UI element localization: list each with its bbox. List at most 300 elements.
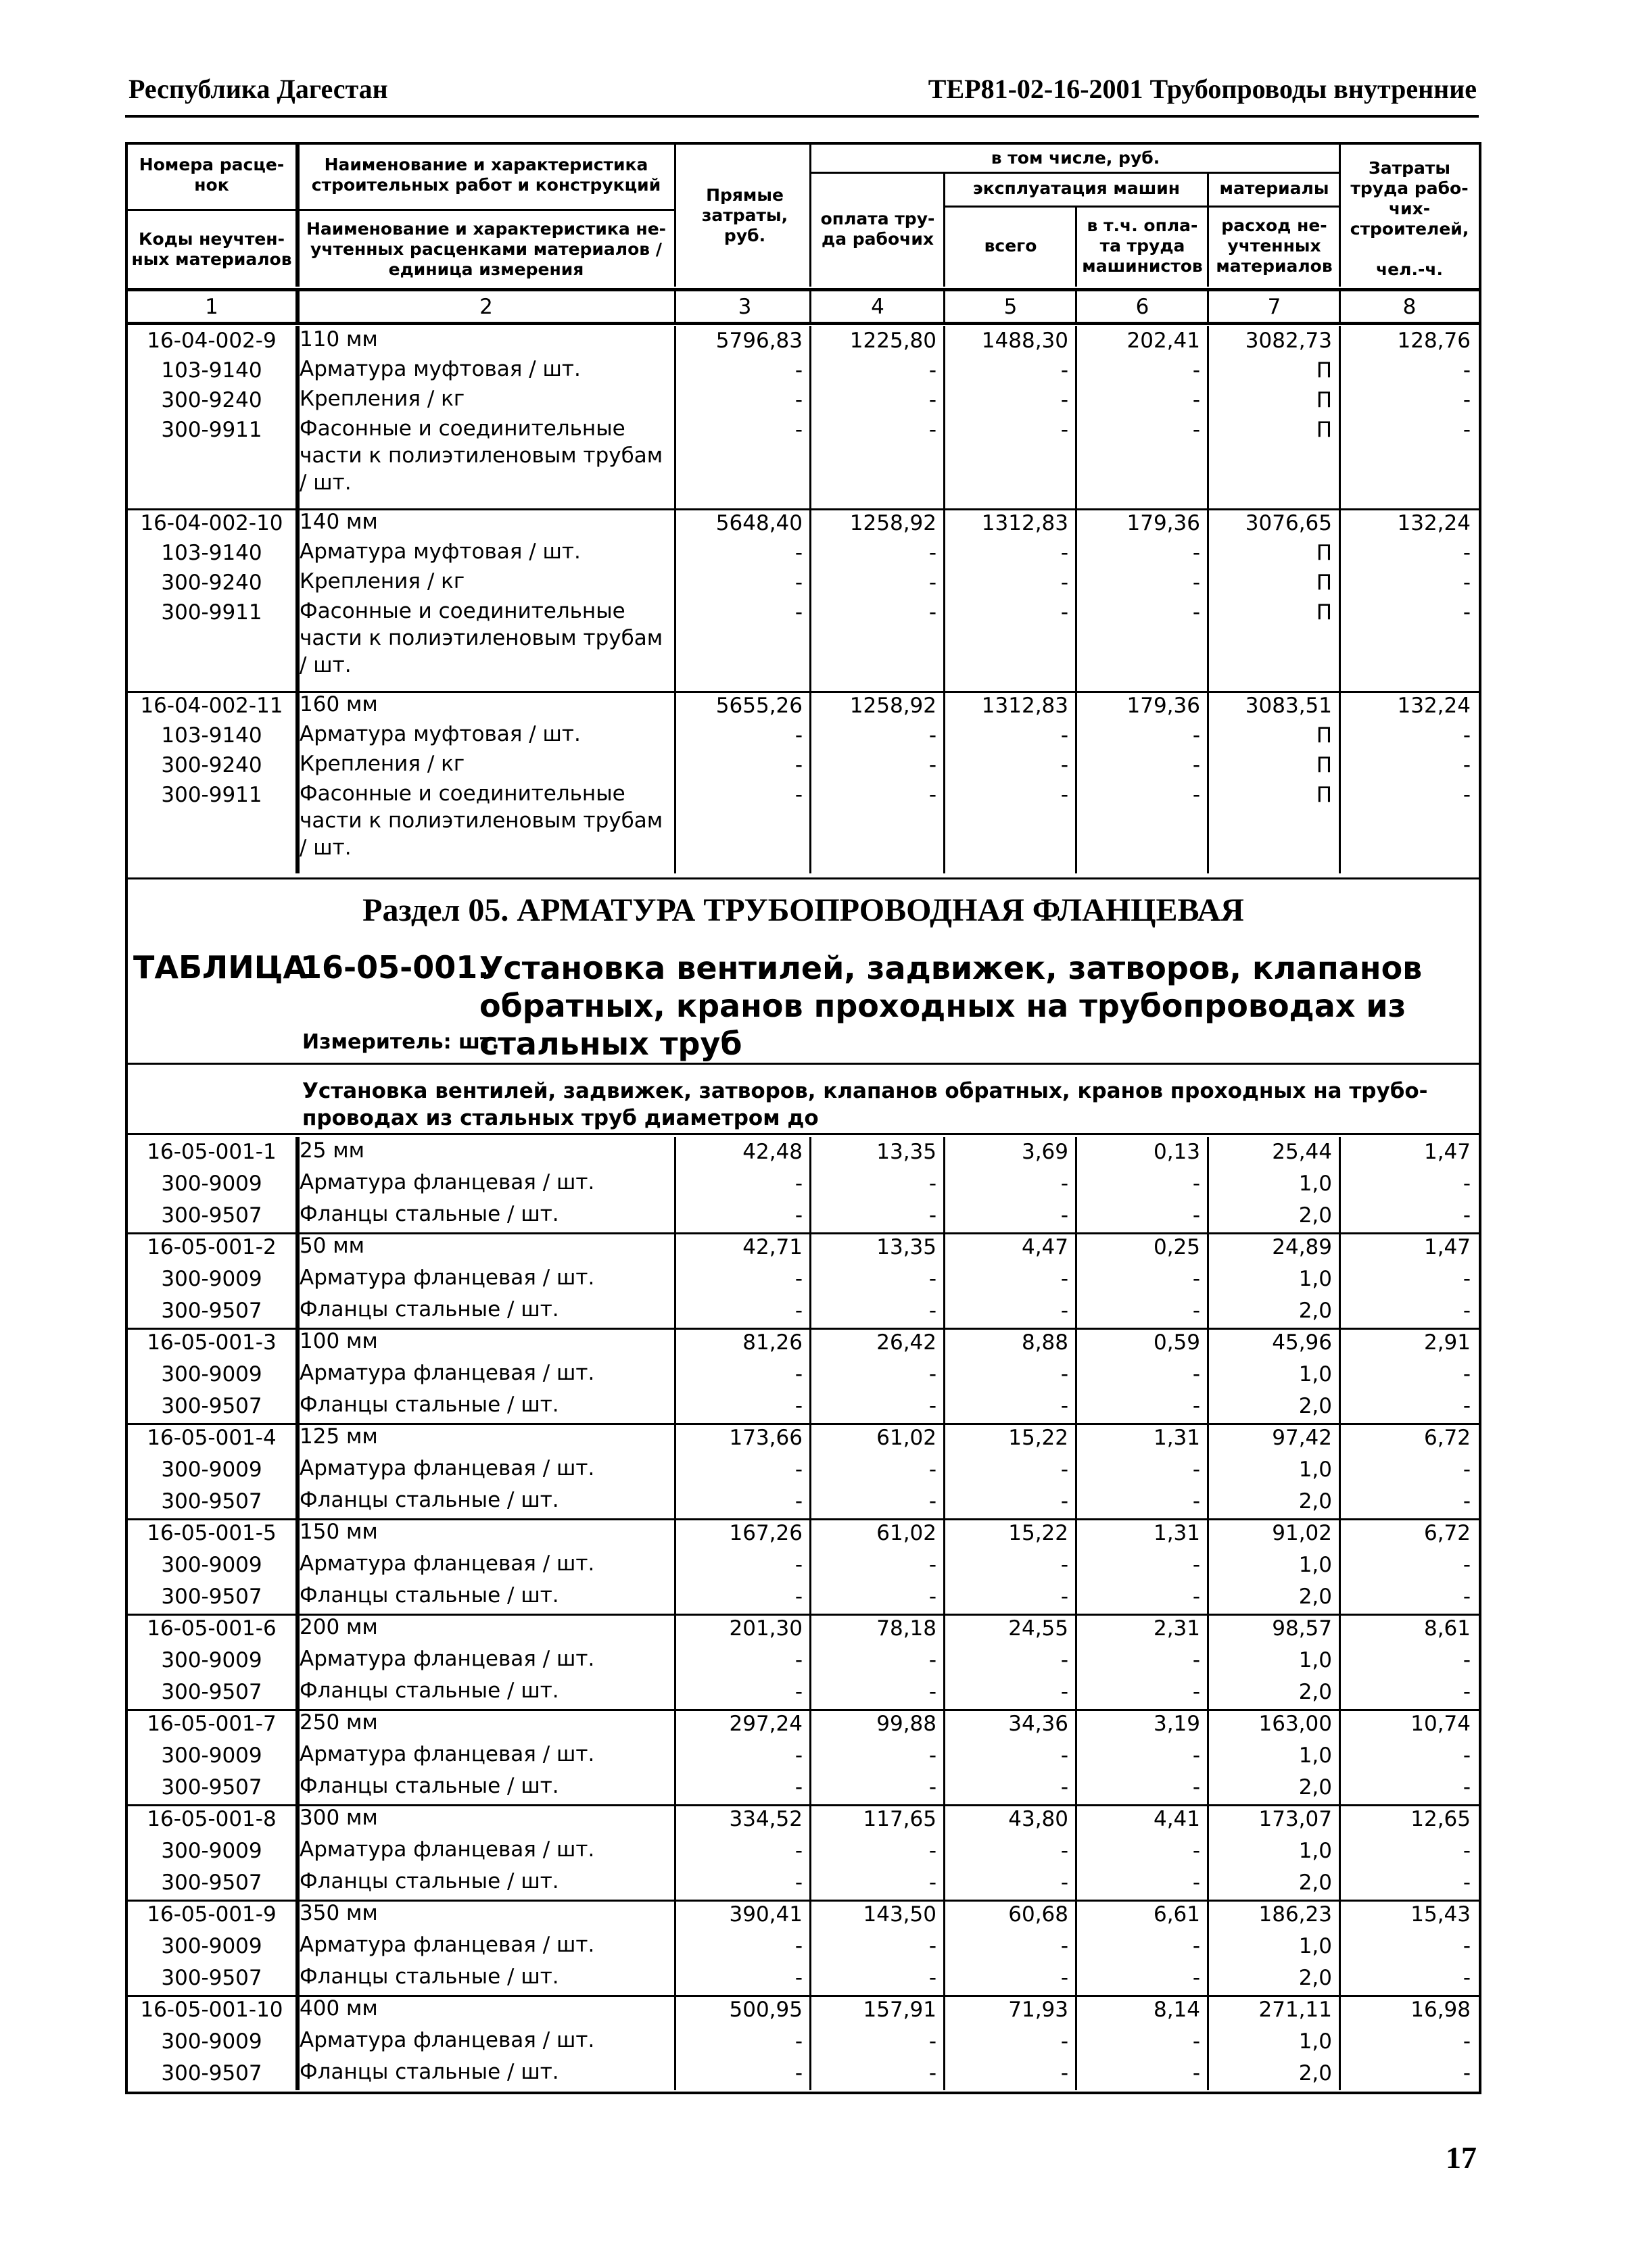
th-materials: материалы <box>1219 178 1329 198</box>
cell-c4: 1258,92 <box>849 694 936 718</box>
cell-c3: - <box>794 1839 803 1863</box>
table-number: 16-05-001. <box>300 949 490 986</box>
table-row <box>128 1296 1479 1328</box>
cell-c3: 42,71 <box>742 1235 803 1259</box>
cell-c3: - <box>794 1585 803 1609</box>
cell-c6: - <box>1192 1839 1200 1863</box>
cell-c6: - <box>1192 1203 1200 1228</box>
cell-c6: - <box>1192 1362 1200 1386</box>
cell-c7: 2,0 <box>1298 1775 1332 1800</box>
cell-c6: 4,41 <box>1153 1807 1200 1831</box>
grid-line <box>128 1133 1479 1135</box>
rate-code: 300-9507 <box>161 1394 262 1418</box>
cell-c7: 3083,51 <box>1245 694 1332 718</box>
cell-c4: - <box>928 1489 936 1514</box>
rate-code: 300-9009 <box>161 1172 262 1196</box>
cell-c7: 1,0 <box>1298 1172 1332 1196</box>
grid-line <box>674 1137 676 2090</box>
rate-name: 100 мм <box>300 1329 378 1353</box>
cell-c4: - <box>928 1966 936 1990</box>
rate-name: Арматура фланцевая / шт. <box>300 1456 595 1480</box>
cell-c5: - <box>1060 1775 1068 1800</box>
cell-c7: П <box>1316 753 1332 777</box>
cell-c3: - <box>794 1394 803 1418</box>
grid-line <box>295 326 300 873</box>
cell-c5: 15,22 <box>1008 1426 1068 1450</box>
cell-c8: - <box>1463 1362 1471 1386</box>
col-num-1: 1 <box>205 295 218 319</box>
header-left: Республика Дагестан <box>128 74 388 104</box>
cell-c5: - <box>1060 753 1068 777</box>
cell-c8: 15,43 <box>1410 1902 1471 1927</box>
rate-name: Фланцы стальные / шт. <box>300 1393 559 1417</box>
cell-c6: 8,14 <box>1153 1998 1200 2022</box>
rate-code: 300-9240 <box>161 571 262 595</box>
rate-code: 300-9009 <box>161 1457 262 1482</box>
rate-name: Арматура фланцевая / шт. <box>300 1551 595 1576</box>
cell-c6: 179,36 <box>1126 511 1200 535</box>
cell-c4: - <box>928 1648 936 1672</box>
cell-c8: - <box>1463 358 1471 383</box>
cell-c6: - <box>1192 1299 1200 1323</box>
cell-c6: - <box>1192 388 1200 412</box>
cell-c8: 6,72 <box>1423 1426 1471 1450</box>
cell-c4: - <box>928 600 936 625</box>
rate-code: 300-9009 <box>161 1362 262 1386</box>
grid-line <box>128 1063 1479 1065</box>
table-row <box>128 1169 1479 1201</box>
cell-c6: - <box>1192 541 1200 565</box>
cell-c7: 24,89 <box>1272 1235 1332 1259</box>
cell-c8: - <box>1463 1934 1471 1958</box>
cell-c7: П <box>1316 418 1332 442</box>
table-row <box>128 1836 1479 1868</box>
cell-c5: - <box>1060 1299 1068 1323</box>
grid-line <box>809 326 811 873</box>
cell-c4: - <box>928 541 936 565</box>
rate-code: 16-05-001-7 <box>147 1712 277 1736</box>
rate-code: 300-9507 <box>161 2061 262 2085</box>
cell-c6: 202,41 <box>1126 329 1200 353</box>
cell-c8: - <box>1463 600 1471 625</box>
cell-c8: - <box>1463 571 1471 595</box>
rate-name: Арматура фланцевая / шт. <box>300 1837 595 1862</box>
cell-c5: - <box>1060 1362 1068 1386</box>
cell-c4: - <box>928 1267 936 1291</box>
rate-code: 16-05-001-4 <box>147 1426 277 1450</box>
cell-c5: - <box>1060 388 1068 412</box>
grid-line <box>943 206 1340 208</box>
cell-c7: 186,23 <box>1258 1902 1332 1927</box>
rate-code: 300-9009 <box>161 1839 262 1863</box>
grid-line <box>1207 288 1209 322</box>
cell-c7: 1,0 <box>1298 1362 1332 1386</box>
table-row <box>128 1264 1479 1296</box>
cell-c3: 390,41 <box>729 1902 803 1927</box>
rate-name: 250 мм <box>300 1710 378 1735</box>
cell-c5: 24,55 <box>1008 1616 1068 1641</box>
cell-c4: - <box>928 1394 936 1418</box>
cell-c7: 1,0 <box>1298 1648 1332 1672</box>
rate-name: Фланцы стальные / шт. <box>300 1583 559 1608</box>
cell-c3: - <box>794 600 803 625</box>
rate-name: Арматура фланцевая / шт. <box>300 1265 595 1290</box>
table-row <box>128 1645 1479 1677</box>
cell-c5: 71,93 <box>1008 1998 1068 2022</box>
cell-c4: - <box>928 1775 936 1800</box>
cell-c7: 2,0 <box>1298 1585 1332 1609</box>
cell-c7: 98,57 <box>1272 1616 1332 1641</box>
cell-c7: 2,0 <box>1298 1871 1332 1895</box>
cell-c4: - <box>928 1172 936 1196</box>
cell-c4: 157,91 <box>863 1998 936 2022</box>
cell-c6: - <box>1192 1871 1200 1895</box>
rate-name: 125 мм <box>300 1424 378 1449</box>
cell-c5: - <box>1060 1394 1068 1418</box>
grid-line <box>1339 326 1341 873</box>
th-col3: Прямые затраты, руб. <box>701 185 788 245</box>
rate-name: 200 мм <box>300 1615 378 1639</box>
cell-c5: 43,80 <box>1008 1807 1068 1831</box>
table-row <box>128 1550 1479 1582</box>
cell-c7: 97,42 <box>1272 1426 1332 1450</box>
cell-c6: 3,19 <box>1153 1712 1200 1736</box>
cell-c4: 1225,80 <box>849 329 936 353</box>
cell-c6: 0,25 <box>1153 1235 1200 1259</box>
cell-c8: - <box>1463 723 1471 748</box>
rate-code: 300-9009 <box>161 1553 262 1577</box>
cell-c7: 3076,65 <box>1245 511 1332 535</box>
rate-code: 300-9507 <box>161 1775 262 1800</box>
cell-c6: - <box>1192 753 1200 777</box>
rate-code: 300-9507 <box>161 1871 262 1895</box>
header-right: ТЕР81-02-16-2001 Трубопроводы внутренние <box>928 74 1477 104</box>
cell-c3: - <box>794 1172 803 1196</box>
cell-c6: - <box>1192 1934 1200 1958</box>
cell-c6: - <box>1192 1966 1200 1990</box>
cell-c8: - <box>1463 1966 1471 1990</box>
grid-line <box>809 288 811 322</box>
cell-c8: - <box>1463 1203 1471 1228</box>
cell-c3: - <box>794 1743 803 1768</box>
grid-line <box>1339 1137 1341 2090</box>
cell-c4: - <box>928 1839 936 1863</box>
grid-line <box>1207 326 1209 873</box>
cell-c5: - <box>1060 2061 1068 2085</box>
cell-c4: - <box>928 571 936 595</box>
cell-c7: 2,0 <box>1298 1489 1332 1514</box>
th-col2-bottom: Наименование и характеристика не-учтенных расценками материалов / единица измерения <box>306 219 667 279</box>
rate-code: 300-9240 <box>161 388 262 412</box>
cell-c4: 99,88 <box>876 1712 936 1736</box>
cell-c5: 1312,83 <box>981 511 1068 535</box>
cell-c3: - <box>794 1203 803 1228</box>
cell-c3: 297,24 <box>729 1712 803 1736</box>
cell-c4: - <box>928 2029 936 2054</box>
cell-c3: - <box>794 1362 803 1386</box>
table-row <box>128 1359 1479 1391</box>
grid-line <box>1075 206 1077 287</box>
table-row <box>128 1201 1479 1232</box>
rate-name: Крепления / кг <box>300 387 465 411</box>
cell-c5: - <box>1060 358 1068 383</box>
cell-c8: 10,74 <box>1410 1712 1471 1736</box>
cell-c6: 0,59 <box>1153 1330 1200 1355</box>
cell-c6: - <box>1192 1648 1200 1672</box>
cell-c3: - <box>794 1680 803 1704</box>
rates-table <box>125 142 1481 2094</box>
table-row <box>128 326 1479 356</box>
cell-c6: - <box>1192 1553 1200 1577</box>
cell-c5: - <box>1060 783 1068 807</box>
cell-c7: 2,0 <box>1298 1203 1332 1228</box>
grid-line <box>809 172 1340 174</box>
cell-c8: - <box>1463 783 1471 807</box>
table-row <box>128 750 1479 780</box>
cell-c4: - <box>928 1362 936 1386</box>
grid-line <box>128 288 1479 291</box>
cell-c6: - <box>1192 783 1200 807</box>
cell-c6: - <box>1192 1680 1200 1704</box>
grid-line <box>128 877 1479 879</box>
cell-c6: 6,61 <box>1153 1902 1200 1927</box>
table-row <box>128 1518 1479 1550</box>
cell-c7: 1,0 <box>1298 1934 1332 1958</box>
cell-c5: 60,68 <box>1008 1902 1068 1927</box>
rate-name: Арматура фланцевая / шт. <box>300 1647 595 1671</box>
rate-code: 300-9507 <box>161 1299 262 1323</box>
rate-name: 110 мм <box>300 327 378 352</box>
grid-line <box>1207 172 1209 287</box>
col-num-2: 2 <box>479 295 493 319</box>
page-number: 17 <box>1446 2140 1477 2175</box>
cell-c5: - <box>1060 1680 1068 1704</box>
cell-c7: П <box>1316 783 1332 807</box>
cell-c7: 1,0 <box>1298 1743 1332 1768</box>
cell-c5: - <box>1060 723 1068 748</box>
cell-c4: - <box>928 2061 936 2085</box>
cell-c7: 45,96 <box>1272 1330 1332 1355</box>
cell-c3: - <box>794 388 803 412</box>
rate-name: Фланцы стальные / шт. <box>300 1964 559 1989</box>
th-col8-top: Затраты труда рабо-чих-строителей, <box>1350 158 1469 239</box>
rate-code: 300-9507 <box>161 1966 262 1990</box>
cell-c3: 5655,26 <box>715 694 803 718</box>
cell-c4: 61,02 <box>876 1521 936 1545</box>
cell-c8: - <box>1463 1871 1471 1895</box>
rate-code: 300-9009 <box>161 1267 262 1291</box>
rate-code: 16-05-001-9 <box>147 1902 277 1927</box>
table-row <box>128 1868 1479 1900</box>
meter-label: Измеритель: шт. <box>302 1030 500 1054</box>
cell-c4: - <box>928 1743 936 1768</box>
table-row <box>128 2058 1479 2090</box>
rate-name: 160 мм <box>300 692 378 717</box>
rate-name: 140 мм <box>300 510 378 534</box>
cell-c6: - <box>1192 1775 1200 1800</box>
cell-c7: 1,0 <box>1298 1457 1332 1482</box>
grid-line <box>295 288 300 322</box>
cell-c7: П <box>1316 541 1332 565</box>
table-row <box>128 2027 1479 2058</box>
rate-code: 300-9507 <box>161 1680 262 1704</box>
table-row <box>128 1995 1479 2027</box>
rate-name: 400 мм <box>300 1996 378 2021</box>
cell-c6: 179,36 <box>1126 694 1200 718</box>
cell-c5: - <box>1060 571 1068 595</box>
cell-c3: - <box>794 1457 803 1482</box>
th-col5: всего <box>984 236 1037 256</box>
cell-c8: - <box>1463 1553 1471 1577</box>
rate-name: Фланцы стальные / шт. <box>300 1202 559 1226</box>
cell-c7: 1,0 <box>1298 1553 1332 1577</box>
cell-c3: 81,26 <box>742 1330 803 1355</box>
cell-c8: - <box>1463 1680 1471 1704</box>
cell-c8: - <box>1463 1775 1471 1800</box>
cell-c3: - <box>794 783 803 807</box>
cell-c3: 42,48 <box>742 1140 803 1164</box>
rate-code: 16-05-001-6 <box>147 1616 277 1641</box>
table-row <box>128 1455 1479 1487</box>
cell-c6: - <box>1192 571 1200 595</box>
cell-c8: - <box>1463 2061 1471 2085</box>
grid-line <box>809 1137 811 2090</box>
cell-c5: - <box>1060 1172 1068 1196</box>
cell-c5: - <box>1060 2029 1068 2054</box>
rate-code: 300-9009 <box>161 2029 262 2054</box>
rate-code: 16-05-001-1 <box>147 1140 277 1164</box>
cell-c4: 26,42 <box>876 1330 936 1355</box>
cell-c7: 2,0 <box>1298 1394 1332 1418</box>
rate-name: Фланцы стальные / шт. <box>300 1774 559 1798</box>
cell-c8: 128,76 <box>1397 329 1471 353</box>
cell-c8: - <box>1463 418 1471 442</box>
rate-name: Арматура муфтовая / шт. <box>300 539 581 564</box>
rate-code: 300-9507 <box>161 1585 262 1609</box>
rate-code: 16-04-002-11 <box>140 694 283 718</box>
cell-c4: - <box>928 1553 936 1577</box>
cell-c6: 2,31 <box>1153 1616 1200 1641</box>
cell-c5: - <box>1060 1934 1068 1958</box>
cell-c5: - <box>1060 1743 1068 1768</box>
grid-line <box>943 288 945 322</box>
table-row <box>128 1232 1479 1264</box>
cell-c3: - <box>794 1934 803 1958</box>
cell-c4: 61,02 <box>876 1426 936 1450</box>
cell-c7: 2,0 <box>1298 1966 1332 1990</box>
cell-c6: - <box>1192 1743 1200 1768</box>
grid-line <box>1075 288 1077 322</box>
rate-code: 16-05-001-10 <box>140 1998 283 2022</box>
rate-name: Фланцы стальные / шт. <box>300 1679 559 1703</box>
table-row <box>128 1741 1479 1772</box>
cell-c8: - <box>1463 1489 1471 1514</box>
grid-line <box>674 145 676 287</box>
col-num-5: 5 <box>1003 295 1018 319</box>
cell-c3: - <box>794 1871 803 1895</box>
cell-c4: - <box>928 1203 936 1228</box>
cell-c5: - <box>1060 600 1068 625</box>
cell-c5: 1312,83 <box>981 694 1068 718</box>
cell-c4: 117,65 <box>863 1807 936 1831</box>
cell-c4: - <box>928 1457 936 1482</box>
table-row <box>128 691 1479 721</box>
cell-c3: - <box>794 358 803 383</box>
cell-c5: - <box>1060 418 1068 442</box>
rate-name: Арматура муфтовая / шт. <box>300 722 581 746</box>
cell-c4: - <box>928 1299 936 1323</box>
cell-c6: 1,31 <box>1153 1521 1200 1545</box>
th-col4: оплата тру-да рабочих <box>820 209 935 249</box>
col-num-8: 8 <box>1402 295 1417 319</box>
rate-code: 16-04-002-10 <box>140 511 283 535</box>
cell-c8: 6,72 <box>1423 1521 1471 1545</box>
cell-c6: - <box>1192 358 1200 383</box>
rate-code: 300-9009 <box>161 1934 262 1958</box>
cell-c4: - <box>928 783 936 807</box>
cell-c8: - <box>1463 2029 1471 2054</box>
th-col6: в т.ч. опла-та труда машинистов <box>1082 216 1203 276</box>
cell-c7: П <box>1316 723 1332 748</box>
th-col2-top: Наименование и характеристика строительных работ и конструкций <box>311 155 661 195</box>
rate-name: Крепления / кг <box>300 569 465 594</box>
table-row <box>128 356 1479 385</box>
cell-c4: - <box>928 1680 936 1704</box>
rate-name: Фасонные и соединительные части к полиэтиленовым трубам / шт. <box>300 416 663 495</box>
rate-name: Крепления / кг <box>300 752 465 776</box>
rate-code: 300-9507 <box>161 1489 262 1514</box>
cell-c4: 13,35 <box>876 1140 936 1164</box>
cell-c7: П <box>1316 388 1332 412</box>
grid-line <box>674 288 676 322</box>
grid-line <box>1339 288 1341 322</box>
cell-c5: 8,88 <box>1021 1330 1068 1355</box>
table-row <box>128 1487 1479 1518</box>
cell-c7: П <box>1316 571 1332 595</box>
group-title: Установка вентилей, задвижек, затворов, клапанов обратных, кранов проходных на трубо-проводах из стальных труб диаметром до <box>302 1079 1428 1130</box>
cell-c7: 3082,73 <box>1245 329 1332 353</box>
table-row <box>128 1772 1479 1804</box>
rate-code: 103-9140 <box>161 541 262 565</box>
rate-name: Арматура фланцевая / шт. <box>300 1933 595 1957</box>
rate-name: Арматура фланцевая / шт. <box>300 2028 595 2052</box>
col-num-6: 6 <box>1135 295 1149 319</box>
cell-c8: - <box>1463 1839 1471 1863</box>
cell-c5: - <box>1060 541 1068 565</box>
cell-c3: 5648,40 <box>715 511 803 535</box>
table-row <box>128 721 1479 750</box>
table-row <box>128 1900 1479 1931</box>
rate-name: Арматура фланцевая / шт. <box>300 1170 595 1195</box>
cell-c3: - <box>794 723 803 748</box>
table-label: ТАБЛИЦА <box>133 949 308 986</box>
cell-c3: - <box>794 418 803 442</box>
cell-c3: 173,66 <box>729 1426 803 1450</box>
cell-c7: 271,11 <box>1258 1998 1332 2022</box>
th-col8-bottom: чел.-ч. <box>1376 260 1443 279</box>
cell-c6: 0,13 <box>1153 1140 1200 1164</box>
th-machines: эксплуатация машин <box>972 178 1181 198</box>
rate-code: 16-04-002-9 <box>147 329 277 353</box>
table-row <box>128 385 1479 415</box>
cell-c3: - <box>794 2061 803 2085</box>
cell-c8: - <box>1463 1394 1471 1418</box>
rate-code: 103-9140 <box>161 723 262 748</box>
grid-line <box>1339 145 1341 287</box>
table-row <box>128 1328 1479 1359</box>
rate-name: 300 мм <box>300 1806 378 1830</box>
cell-c7: 2,0 <box>1298 1299 1332 1323</box>
